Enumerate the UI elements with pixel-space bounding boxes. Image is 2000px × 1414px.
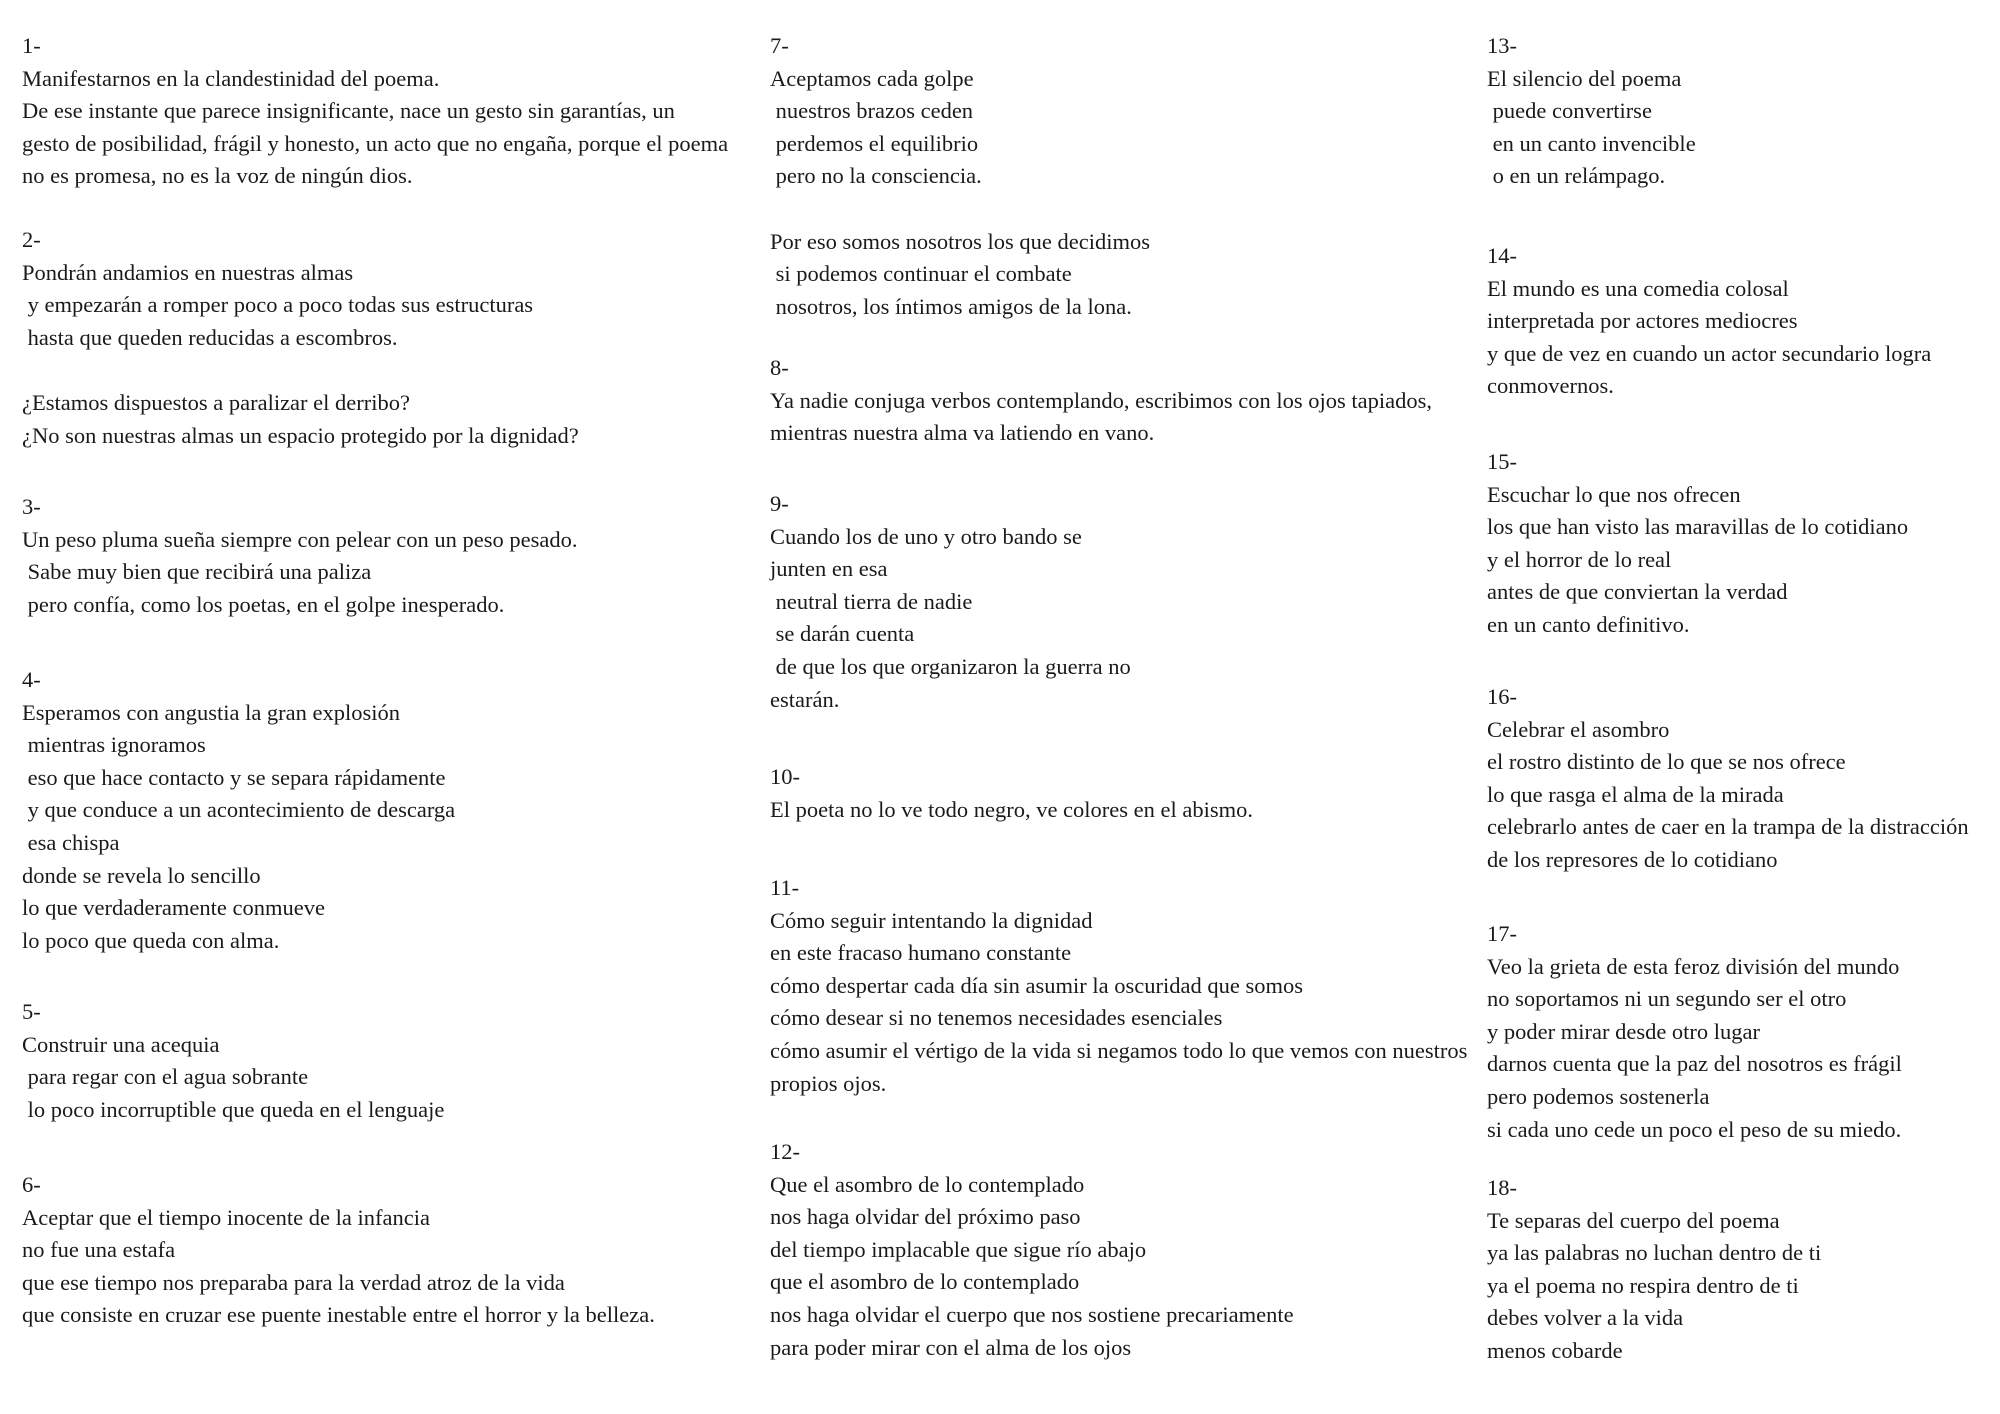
poem-line: que el asombro de lo contemplado bbox=[770, 1269, 1080, 1295]
poem-line: y el horror de lo real bbox=[1487, 546, 1672, 572]
poem-number: 17- bbox=[1487, 921, 1517, 946]
poem-line: mientras ignoramos bbox=[22, 732, 206, 758]
poem-line: eso que hace contacto y se separa rápidamente bbox=[22, 764, 446, 790]
poem-line: cómo asumir el vértigo de la vida si negamos todo lo que vemos con nuestros bbox=[770, 1037, 1468, 1063]
poem-line: neutral tierra de nadie bbox=[770, 588, 973, 614]
poem-line: junten en esa bbox=[770, 556, 888, 582]
poem-number: 12- bbox=[770, 1139, 800, 1164]
poem-line: El poeta no lo ve todo negro, ve colores en el abismo. bbox=[770, 796, 1253, 822]
poem-line: nos haga olvidar del próximo paso bbox=[770, 1204, 1081, 1230]
poem-line: nosotros, los íntimos amigos de la lona. bbox=[770, 293, 1132, 319]
poem-line: darnos cuenta que la paz del nosotros es frágil bbox=[1487, 1051, 1902, 1077]
poem-6 bbox=[22, 1169, 655, 1332]
poem-line: no fue una estafa bbox=[22, 1237, 176, 1263]
poem-line: cómo despertar cada día sin asumir la oscuridad que somos bbox=[770, 972, 1303, 998]
poem-line: no es promesa, no es la voz de ningún dios. bbox=[22, 163, 413, 189]
poem-line: si cada uno cede un poco el peso de su miedo. bbox=[1487, 1116, 1902, 1142]
poem-line: Aceptar que el tiempo inocente de la infancia bbox=[22, 1204, 430, 1230]
poem-number: 9- bbox=[770, 491, 789, 516]
poem-line: antes de que conviertan la verdad bbox=[1487, 579, 1788, 605]
poem-line: Cómo seguir intentando la dignidad bbox=[770, 907, 1093, 933]
poem-number: 15- bbox=[1487, 449, 1517, 474]
poem-line: Celebrar el asombro bbox=[1487, 716, 1670, 742]
poem-line: menos cobarde bbox=[1487, 1337, 1623, 1363]
poem-14 bbox=[1487, 240, 1931, 403]
poem-line: pero no la consciencia. bbox=[770, 163, 982, 189]
poem-number: 7- bbox=[770, 33, 789, 58]
poem-line: conmovernos. bbox=[1487, 373, 1614, 399]
poem-line: Manifestarnos en la clandestinidad del poema. bbox=[22, 65, 440, 91]
poem-18 bbox=[1487, 1172, 1821, 1368]
poem-line: si podemos continuar el combate bbox=[770, 261, 1072, 287]
poem-line: de los represores de lo cotidiano bbox=[1487, 846, 1778, 872]
poem-line: y que conduce a un acontecimiento de descarga bbox=[22, 797, 456, 823]
poem-number: 5- bbox=[22, 999, 41, 1024]
poem-9 bbox=[770, 488, 1131, 716]
poem-line: en este fracaso humano constante bbox=[770, 940, 1072, 966]
poem-line: para poder mirar con el alma de los ojos bbox=[770, 1334, 1132, 1360]
poem-number: 11- bbox=[770, 875, 800, 900]
poem-7 bbox=[770, 30, 1150, 323]
poem-12 bbox=[770, 1136, 1294, 1364]
poem-line: pero podemos sostenerla bbox=[1487, 1083, 1710, 1109]
poem-line: Veo la grieta de esta feroz división del mundo bbox=[1487, 953, 1900, 979]
poem-16 bbox=[1487, 681, 1969, 877]
poem-13 bbox=[1487, 30, 1696, 193]
poem-line: en un canto definitivo. bbox=[1487, 611, 1690, 637]
poem-line: que ese tiempo nos preparaba para la verdad atroz de la vida bbox=[22, 1269, 565, 1295]
poem-line: y empezarán a romper poco a poco todas sus estructuras bbox=[22, 292, 534, 318]
poem-line: no soportamos ni un segundo ser el otro bbox=[1487, 986, 1847, 1012]
poem-line: el rostro distinto de lo que se nos ofrece bbox=[1487, 749, 1846, 775]
poem-number: 8- bbox=[770, 355, 789, 380]
poem-line: nos haga olvidar el cuerpo que nos sostiene precariamente bbox=[770, 1301, 1294, 1327]
poem-line: de que los que organizaron la guerra no bbox=[770, 653, 1131, 679]
poem-line: Construir una acequia bbox=[22, 1031, 220, 1057]
poem-line: Pondrán andamios en nuestras almas bbox=[22, 259, 354, 285]
poem-line: lo que rasga el alma de la mirada bbox=[1487, 781, 1784, 807]
poem-line: o en un relámpago. bbox=[1487, 163, 1666, 189]
poem-line: lo que verdaderamente conmueve bbox=[22, 895, 325, 921]
poem-number: 3- bbox=[22, 494, 41, 519]
poem-line: puede convertirse bbox=[1487, 98, 1652, 124]
poem-3 bbox=[22, 491, 577, 621]
poem-line: Escuchar lo que nos ofrecen bbox=[1487, 481, 1741, 507]
poem-line: lo poco incorruptible que queda en el lenguaje bbox=[22, 1096, 445, 1122]
poem-line bbox=[22, 354, 579, 387]
poem-line: Sabe muy bien que recibirá una paliza bbox=[22, 559, 372, 585]
poem-line: esa chispa bbox=[22, 829, 120, 855]
poem-17 bbox=[1487, 918, 1902, 1146]
poem-line: Cuando los de uno y otro bando se bbox=[770, 523, 1082, 549]
poem-number: 4- bbox=[22, 667, 41, 692]
poem-number: 6- bbox=[22, 1172, 41, 1197]
poem-5 bbox=[22, 996, 444, 1126]
poem-line: propios ojos. bbox=[770, 1070, 887, 1096]
poem-15 bbox=[1487, 446, 1908, 642]
poem-line: ya el poema no respira dentro de ti bbox=[1487, 1272, 1799, 1298]
poem-line: El mundo es una comedia colosal bbox=[1487, 275, 1789, 301]
poem-number: 1- bbox=[22, 33, 41, 58]
poem-line: debes volver a la vida bbox=[1487, 1305, 1684, 1331]
poem-line: del tiempo implacable que sigue río abajo bbox=[770, 1236, 1147, 1262]
poem-line: donde se revela lo sencillo bbox=[22, 862, 261, 888]
poem-line: ¿No son nuestras almas un espacio protegido por la dignidad? bbox=[22, 422, 579, 448]
poem-line: interpretada por actores mediocres bbox=[1487, 308, 1798, 334]
poem-line: ¿Estamos dispuestos a paralizar el derribo? bbox=[22, 389, 410, 415]
poem-line: ya las palabras no luchan dentro de ti bbox=[1487, 1240, 1822, 1266]
poem-2 bbox=[22, 224, 579, 452]
poem-line: pero confía, como los poetas, en el golpe inesperado. bbox=[22, 591, 505, 617]
poem-line: que consiste en cruzar ese puente inestable entre el horror y la belleza. bbox=[22, 1302, 655, 1328]
poem-number: 18- bbox=[1487, 1175, 1517, 1200]
poem-8 bbox=[770, 352, 1432, 450]
poem-line: cómo desear si no tenemos necesidades esenciales bbox=[770, 1005, 1223, 1031]
poem-line: hasta que queden reducidas a escombros. bbox=[22, 324, 398, 350]
poem-line: Un peso pluma sueña siempre con pelear con un peso pesado. bbox=[22, 526, 578, 552]
poem-line: perdemos el equilibrio bbox=[770, 130, 979, 156]
poem-line: y que de vez en cuando un actor secundario logra bbox=[1487, 340, 1932, 366]
poem-line: El silencio del poema bbox=[1487, 65, 1682, 91]
poem-line: y poder mirar desde otro lugar bbox=[1487, 1018, 1761, 1044]
poem-number: 14- bbox=[1487, 243, 1517, 268]
poem-line: lo poco que queda con alma. bbox=[22, 927, 280, 953]
poem-number: 10- bbox=[770, 764, 800, 789]
poem-line: se darán cuenta bbox=[770, 621, 915, 647]
poem-line bbox=[770, 193, 1150, 226]
poem-number: 16- bbox=[1487, 684, 1517, 709]
poem-line: gesto de posibilidad, frágil y honesto, un acto que no engaña, porque el poema bbox=[22, 130, 729, 156]
poem-4 bbox=[22, 664, 455, 957]
poem-1 bbox=[22, 30, 728, 193]
poem-line: Que el asombro de lo contemplado bbox=[770, 1171, 1085, 1197]
poem-line: mientras nuestra alma va latiendo en vano. bbox=[770, 420, 1155, 446]
poem-line: celebrarlo antes de caer en la trampa de la distracción bbox=[1487, 814, 1969, 840]
poem-number: 13- bbox=[1487, 33, 1517, 58]
poem-line: Esperamos con angustia la gran explosión bbox=[22, 699, 401, 725]
poem-line: para regar con el agua sobrante bbox=[22, 1064, 309, 1090]
poem-line: Aceptamos cada golpe bbox=[770, 65, 974, 91]
poem-line: en un canto invencible bbox=[1487, 130, 1696, 156]
poem-line: Te separas del cuerpo del poema bbox=[1487, 1207, 1780, 1233]
poem-line: estarán. bbox=[770, 686, 840, 712]
poem-line: De ese instante que parece insignificante, nace un gesto sin garantías, un bbox=[22, 98, 675, 124]
poem-11 bbox=[770, 872, 1467, 1100]
poem-line: Ya nadie conjuga verbos contemplando, escribimos con los ojos tapiados, bbox=[770, 387, 1432, 413]
poem-line: los que han visto las maravillas de lo cotidiano bbox=[1487, 514, 1909, 540]
poem-number: 2- bbox=[22, 227, 41, 252]
poem-line: Por eso somos nosotros los que decidimos bbox=[770, 228, 1150, 254]
poem-10 bbox=[770, 761, 1253, 826]
poem-line: nuestros brazos ceden bbox=[770, 98, 974, 124]
